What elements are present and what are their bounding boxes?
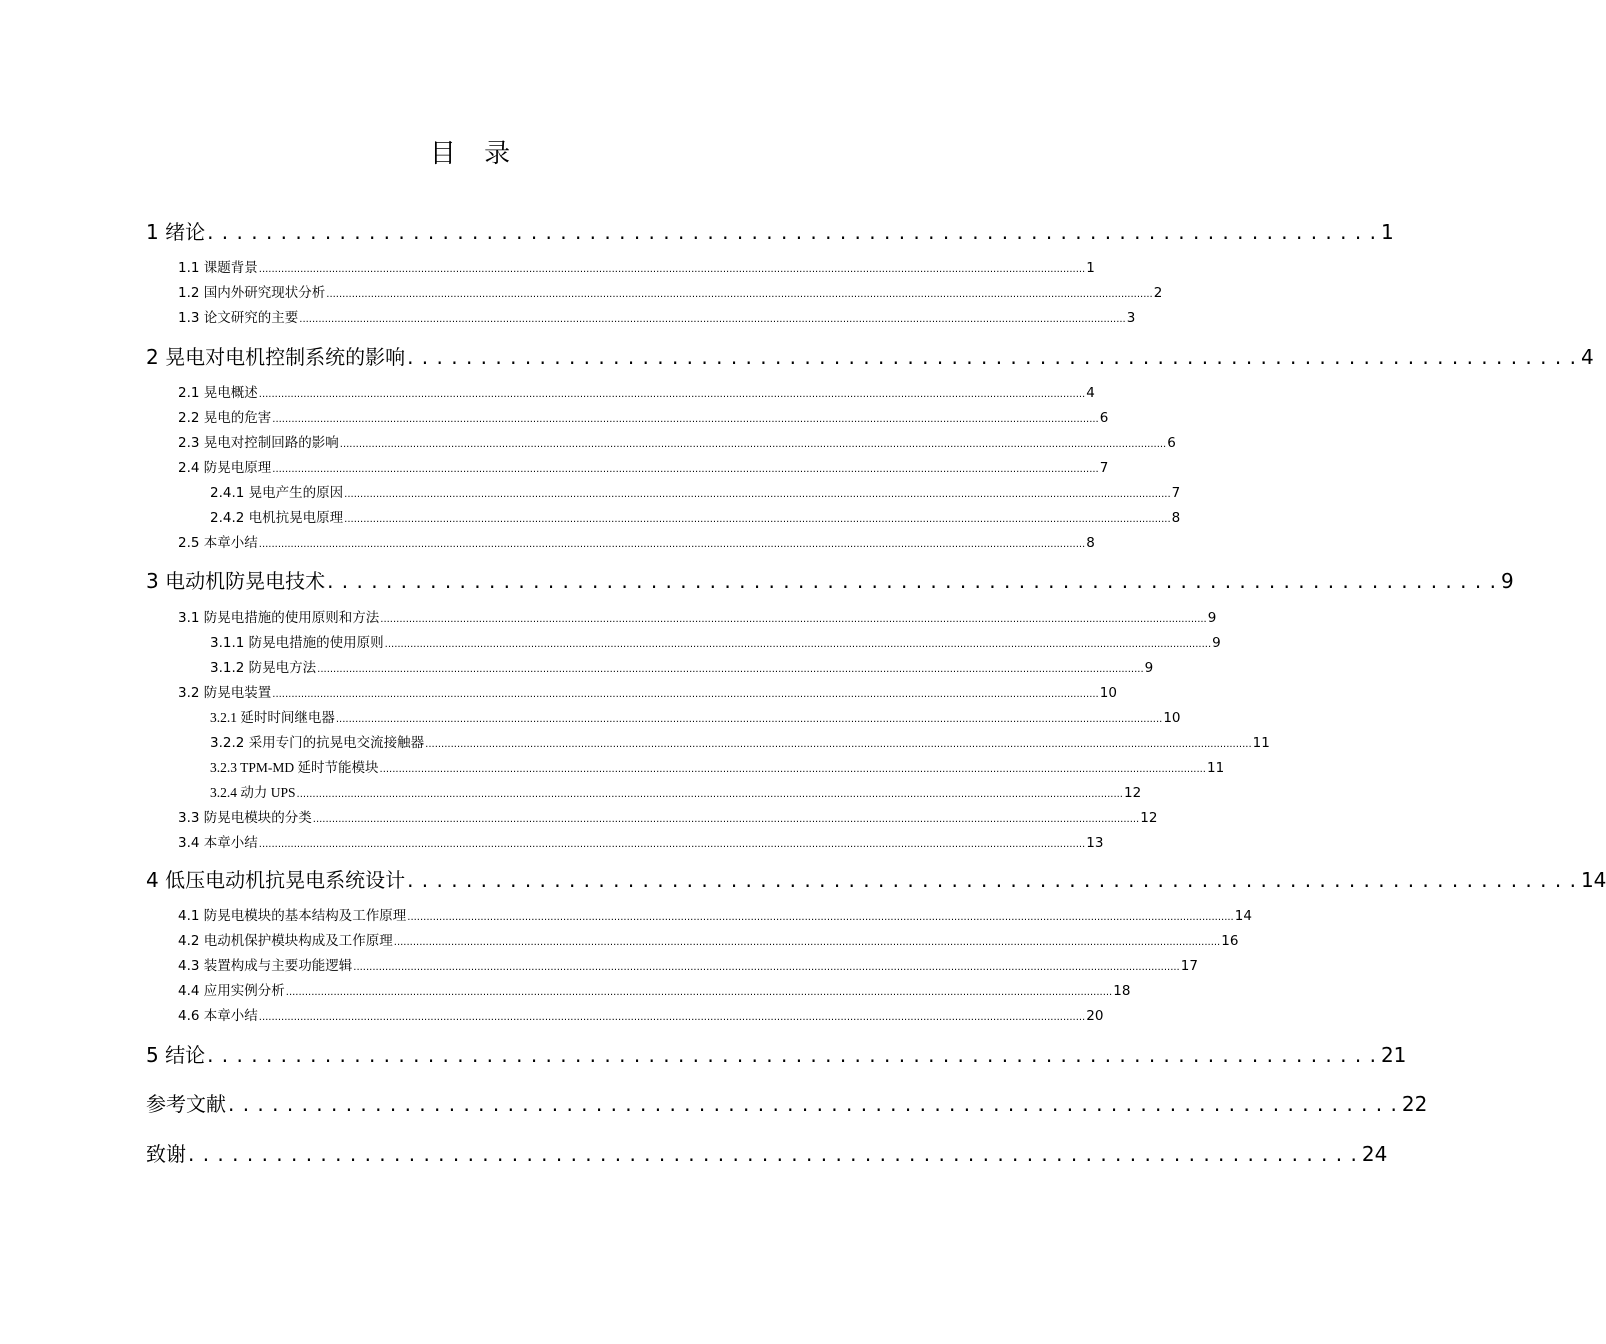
toc-entry-label: 3.1.1 防晃电措施的使用原则 <box>210 635 384 651</box>
toc-dot-leader: .................................................................................................................................................................................................................................................................... <box>425 739 1252 750</box>
toc-dot-leader: . . . . . . . . . . . . . . . . . . . . . . . . . . . . . . . . . . . . . . . . . . . . . . . . . . . . . . . . . . . . . . . . . . . . . . . . . . . . . . . . <box>207 1043 1377 1067</box>
toc-dot-leader: .................................................................................................................................................................................................................................................................... <box>326 289 1153 300</box>
toc-entry-level3 <box>210 706 1181 726</box>
toc-entry-level2 <box>178 681 1117 701</box>
toc-page-number: 10 <box>1099 685 1117 701</box>
toc-entry-label: 1 绪论 <box>146 220 206 244</box>
toc-dot-leader: . . . . . . . . . . . . . . . . . . . . . . . . . . . . . . . . . . . . . . . . . . . . . . . . . . . . . . . . . . . . . . . . . . . . . . . . . . . . . . . . <box>407 868 1577 892</box>
toc-dot-leader: .................................................................................................................................................................................................................................................................... <box>258 839 1086 850</box>
toc-entry-label: 3.1 防晃电措施的使用原则和方法 <box>178 610 380 626</box>
toc-page-number: 9 <box>1207 610 1217 626</box>
toc-dot-leader: .................................................................................................................................................................................................................................................................... <box>258 389 1086 400</box>
toc-page-number: 1 <box>1086 260 1095 276</box>
toc-page-number: 9 <box>1144 660 1154 676</box>
toc-entry-level3 <box>210 631 1221 651</box>
toc-dot-leader: .................................................................................................................................................................................................................................................................... <box>339 439 1167 450</box>
toc-dot-leader: .................................................................................................................................................................................................................................................................... <box>312 814 1140 825</box>
toc-entry-level2 <box>178 929 1239 949</box>
toc-page-number: 17 <box>1180 958 1198 974</box>
toc-entry-level2 <box>178 1004 1104 1024</box>
toc-dot-leader: . . . . . . . . . . . . . . . . . . . . . . . . . . . . . . . . . . . . . . . . . . . . . . . . . . . . . . . . . . . . . . . . . . . . . . . . . . . . . . . . <box>407 345 1577 369</box>
toc-entry-label: 3.2 防晃电装置 <box>178 685 272 701</box>
toc-dot-leader: .................................................................................................................................................................................................................................................................... <box>296 789 1123 800</box>
toc-page-number: 8 <box>1086 535 1095 551</box>
toc-dot-leader: .................................................................................................................................................................................................................................................................... <box>258 264 1086 275</box>
toc-entry-label: 2.2 晃电的危害 <box>178 410 272 426</box>
toc-entry-level3 <box>210 481 1181 501</box>
toc-entry-level2 <box>178 831 1104 851</box>
toc-page-number: 21 <box>1380 1043 1407 1067</box>
toc-entry-label: 4.4 应用实例分析 <box>178 983 285 999</box>
toc-entry-level1 <box>146 216 1394 245</box>
toc-entry-label: 4.2 电动机保护模块构成及工作原理 <box>178 933 393 949</box>
toc-entry-level2 <box>178 531 1095 551</box>
toc-dot-leader: .................................................................................................................................................................................................................................................................... <box>299 314 1126 325</box>
toc-entry-level3 <box>210 506 1181 526</box>
toc-entry-label: 1.2 国内外研究现状分析 <box>178 285 326 301</box>
toc-entry-level1 <box>146 1088 1428 1117</box>
toc-entry-label: 参考文献 <box>146 1092 226 1116</box>
toc-dot-leader: .................................................................................................................................................................................................................................................................... <box>353 962 1180 973</box>
toc-entry-level1 <box>146 341 1594 370</box>
toc-page-number: 11 <box>1206 760 1225 776</box>
toc-page-number: 22 <box>1401 1092 1428 1116</box>
toc-entry-label: 2 晃电对电机控制系统的影响 <box>146 345 406 369</box>
toc-entry-label: 2.5 本章小结 <box>178 535 258 551</box>
toc-entry-label: 2.4.1 晃电产生的原因 <box>210 485 344 501</box>
toc-entry-label: 1.3 论文研究的主要 <box>178 310 299 326</box>
toc-page-number: 10 <box>1163 710 1181 726</box>
toc-entry-level3 <box>210 731 1270 751</box>
toc-entry-label: 3.2.4 动力 UPS <box>210 785 296 800</box>
toc-entry-label: 3.3 防晃电模块的分类 <box>178 810 312 826</box>
toc-page-number: 20 <box>1086 1008 1104 1024</box>
toc-dot-leader: .................................................................................................................................................................................................................................................................... <box>272 689 1099 700</box>
toc-entry-label: 2.4.2 电机抗晃电原理 <box>210 510 344 526</box>
page-title: 目 录 <box>429 139 521 169</box>
toc-page-number: 3 <box>1126 310 1136 326</box>
toc-dot-leader: .................................................................................................................................................................................................................................................................... <box>285 987 1113 998</box>
toc-page-number: 1 <box>1380 220 1394 244</box>
toc-page-number: 2 <box>1153 285 1163 301</box>
toc-dot-leader: .................................................................................................................................................................................................................................................................... <box>344 514 1171 525</box>
toc-entry-level3 <box>210 756 1225 776</box>
toc-entry-label: 3.2.2 采用专门的抗晃电交流接触器 <box>210 735 425 751</box>
toc-page-number: 6 <box>1167 435 1176 451</box>
toc-dot-leader: .................................................................................................................................................................................................................................................................... <box>380 614 1207 625</box>
toc-entry-level3 <box>210 656 1154 676</box>
toc-entry-level2 <box>178 954 1198 974</box>
toc-entry-level2 <box>178 256 1095 276</box>
toc-entry-label: 致谢 <box>146 1142 186 1166</box>
toc-entry-level1 <box>146 565 1514 594</box>
toc-page-number: 14 <box>1580 868 1606 892</box>
toc-dot-leader: .................................................................................................................................................................................................................................................................... <box>407 912 1234 923</box>
toc-entry-level1 <box>146 864 1606 893</box>
toc-page-number: 8 <box>1171 510 1181 526</box>
toc-dot-leader: . . . . . . . . . . . . . . . . . . . . . . . . . . . . . . . . . . . . . . . . . . . . . . . . . . . . . . . . . . . . . . . . . . . . . . . . . . . . . . . . <box>327 569 1497 593</box>
toc-page-number: 24 <box>1361 1142 1388 1166</box>
toc-entry-label: 3 电动机防晃电技术 <box>146 569 326 593</box>
toc-entry-label: 2.4 防晃电原理 <box>178 460 272 476</box>
toc-entry-label: 4.1 防晃电模块的基本结构及工作原理 <box>178 908 407 924</box>
toc-entry-label: 3.1.2 防晃电方法 <box>210 660 317 676</box>
toc-entry-level2 <box>178 431 1176 451</box>
toc-entry-level2 <box>178 606 1217 626</box>
toc-dot-leader: .................................................................................................................................................................................................................................................................... <box>344 489 1171 500</box>
toc-entry-label: 4.6 本章小结 <box>178 1008 258 1024</box>
toc-entry-level2 <box>178 381 1095 401</box>
toc-dot-leader: .................................................................................................................................................................................................................................................................... <box>335 714 1163 725</box>
toc-page-number: 4 <box>1086 385 1095 401</box>
toc-dot-leader: .................................................................................................................................................................................................................................................................... <box>272 464 1099 475</box>
toc-page-number: 4 <box>1580 345 1594 369</box>
toc-entry-label: 2.1 晃电概述 <box>178 385 258 401</box>
toc-entry-label: 5 结论 <box>146 1043 206 1067</box>
toc-page-number: 12 <box>1123 785 1142 801</box>
toc-dot-leader: . . . . . . . . . . . . . . . . . . . . . . . . . . . . . . . . . . . . . . . . . . . . . . . . . . . . . . . . . . . . . . . . . . . . . . . . . . . . . . . . <box>228 1092 1398 1116</box>
toc-entry-level2 <box>178 979 1131 999</box>
toc-page-number: 9 <box>1500 569 1514 593</box>
toc-dot-leader: .................................................................................................................................................................................................................................................................... <box>393 937 1221 948</box>
toc-page-number: 14 <box>1234 908 1252 924</box>
toc-dot-leader: .................................................................................................................................................................................................................................................................... <box>258 1012 1086 1023</box>
toc-page-number: 16 <box>1221 933 1239 949</box>
toc-page-number: 9 <box>1212 635 1221 651</box>
toc-dot-leader: .................................................................................................................................................................................................................................................................... <box>258 539 1086 550</box>
toc-dot-leader: . . . . . . . . . . . . . . . . . . . . . . . . . . . . . . . . . . . . . . . . . . . . . . . . . . . . . . . . . . . . . . . . . . . . . . . . . . . . . . . . <box>188 1142 1358 1166</box>
toc-page-number: 7 <box>1099 460 1109 476</box>
toc-entry-level2 <box>178 456 1109 476</box>
toc-entry-level2 <box>178 406 1109 426</box>
toc-entry-label: 3.4 本章小结 <box>178 835 258 851</box>
toc-dot-leader: . . . . . . . . . . . . . . . . . . . . . . . . . . . . . . . . . . . . . . . . . . . . . . . . . . . . . . . . . . . . . . . . . . . . . . . . . . . . . . . . <box>207 220 1377 244</box>
toc-entry-level3 <box>210 781 1142 801</box>
toc-entry-level1 <box>146 1138 1388 1167</box>
toc-page-number: 11 <box>1252 735 1270 751</box>
toc-entry-level2 <box>178 281 1163 301</box>
toc-page-number: 13 <box>1086 835 1104 851</box>
toc-dot-leader: .................................................................................................................................................................................................................................................................... <box>384 639 1212 650</box>
toc-entry-label: 3.2.3 TPM-MD 延时节能模块 <box>210 760 379 775</box>
toc-page-number: 7 <box>1171 485 1181 501</box>
toc-page-number: 12 <box>1140 810 1158 826</box>
toc-entry-label: 4.3 装置构成与主要功能逻辑 <box>178 958 353 974</box>
toc-entry-label: 2.3 晃电对控制回路的影响 <box>178 435 339 451</box>
toc-entry-level1 <box>146 1039 1407 1068</box>
toc-dot-leader: .................................................................................................................................................................................................................................................................... <box>379 764 1206 775</box>
toc-dot-leader: .................................................................................................................................................................................................................................................................... <box>272 414 1099 425</box>
toc-entry-label: 1.1 课题背景 <box>178 260 258 276</box>
toc-entry-label: 4 低压电动机抗晃电系统设计 <box>146 868 406 892</box>
toc-entry-level2 <box>178 806 1158 826</box>
toc-page-number: 6 <box>1099 410 1109 426</box>
toc-page-number: 18 <box>1113 983 1131 999</box>
toc-dot-leader: .................................................................................................................................................................................................................................................................... <box>317 664 1144 675</box>
toc-entry-level2 <box>178 904 1252 924</box>
toc-entry-level2 <box>178 306 1136 326</box>
toc-entry-label: 3.2.1 延时时间继电器 <box>210 710 335 725</box>
